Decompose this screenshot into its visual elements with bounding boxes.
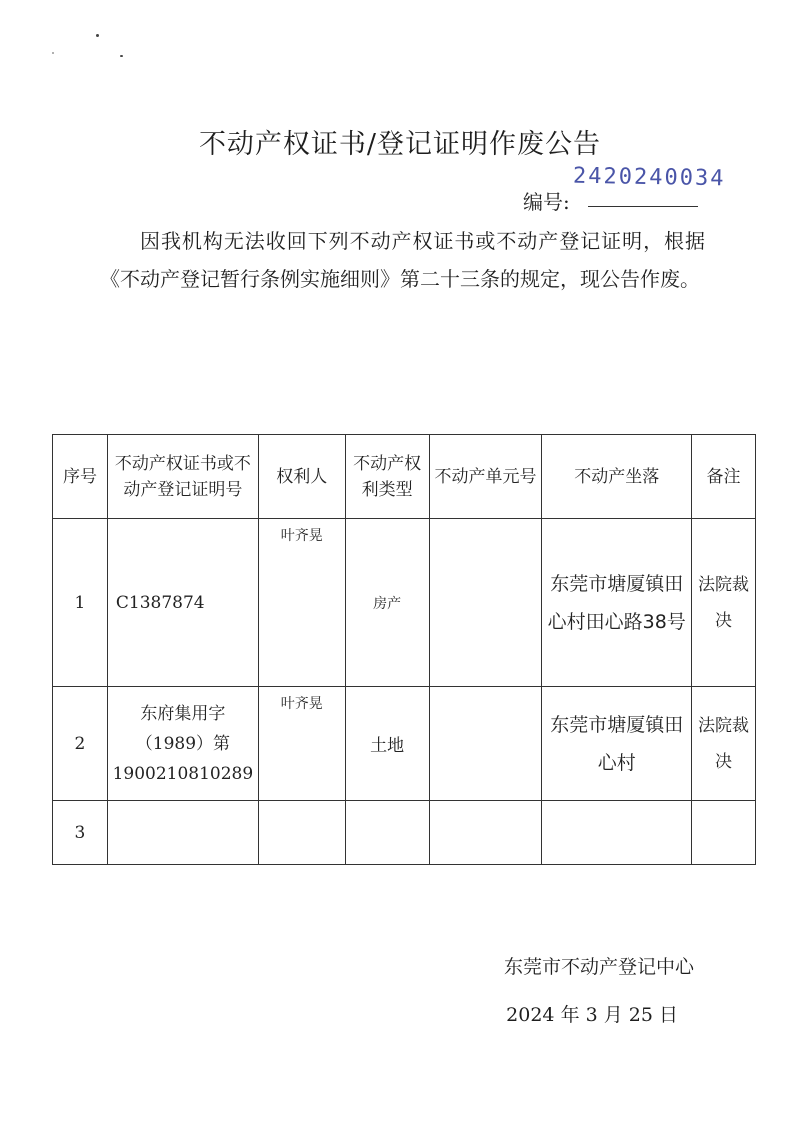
row-cert-no: C1387874 (107, 519, 258, 687)
table-row (53, 519, 756, 687)
row-cert-no (107, 801, 258, 865)
header-remark: 备注 (692, 435, 756, 519)
table-row (53, 801, 756, 865)
table-header-row (53, 435, 756, 519)
header-cert-no: 不动产权证书或不动产登记证明号 (107, 435, 258, 519)
row-location: 东莞市塘厦镇田心村田心路38号 (542, 519, 692, 687)
header-location: 不动产坐落 (542, 435, 692, 519)
table-row (53, 687, 756, 801)
certificate-table (52, 434, 756, 865)
row-index: 2 (53, 687, 108, 801)
row-right-type: 房产 (345, 519, 429, 687)
header-holder: 权利人 (258, 435, 345, 519)
row-unit-no (429, 687, 542, 801)
row-remark: 法院裁决 (692, 687, 756, 801)
row-right-type (345, 801, 429, 865)
row-remark (692, 801, 756, 865)
scan-speck (120, 55, 123, 57)
row-holder (258, 801, 345, 865)
row-holder: 叶齐晃 (258, 687, 345, 801)
issuing-organization: 东莞市不动产登记中心 (503, 956, 694, 978)
row-cert-no: 东府集用字（1989）第1900210810289 (107, 687, 258, 801)
notice-title: 不动产权证书/登记证明作废公告 (198, 129, 602, 160)
header-unit-no: 不动产单元号 (429, 435, 542, 519)
row-holder: 叶齐晃 (258, 519, 345, 687)
header-index: 序号 (53, 435, 108, 519)
scan-speck (96, 34, 99, 37)
issue-date: 2024 年 3 月 25 日 (506, 1004, 678, 1026)
row-location (542, 801, 692, 865)
serial-label: 编号: (523, 190, 570, 214)
row-location: 东莞市塘厦镇田心村 (542, 687, 692, 801)
serial-underline (588, 206, 698, 207)
row-index: 1 (53, 519, 108, 687)
row-index: 3 (53, 801, 108, 865)
notice-body: 因我机构无法收回下列不动产权证书或不动产登记证明，根据《不动产登记暂行条例实施细则》第二十三条的规定，现公告作废。 (100, 229, 705, 291)
row-unit-no (429, 801, 542, 865)
scan-speck (52, 52, 54, 54)
row-right-type: 土地 (345, 687, 429, 801)
header-right-type: 不动产权利类型 (345, 435, 429, 519)
serial-number: 2420240034 (572, 163, 726, 192)
row-unit-no (429, 519, 542, 687)
row-remark: 法院裁决 (692, 519, 756, 687)
